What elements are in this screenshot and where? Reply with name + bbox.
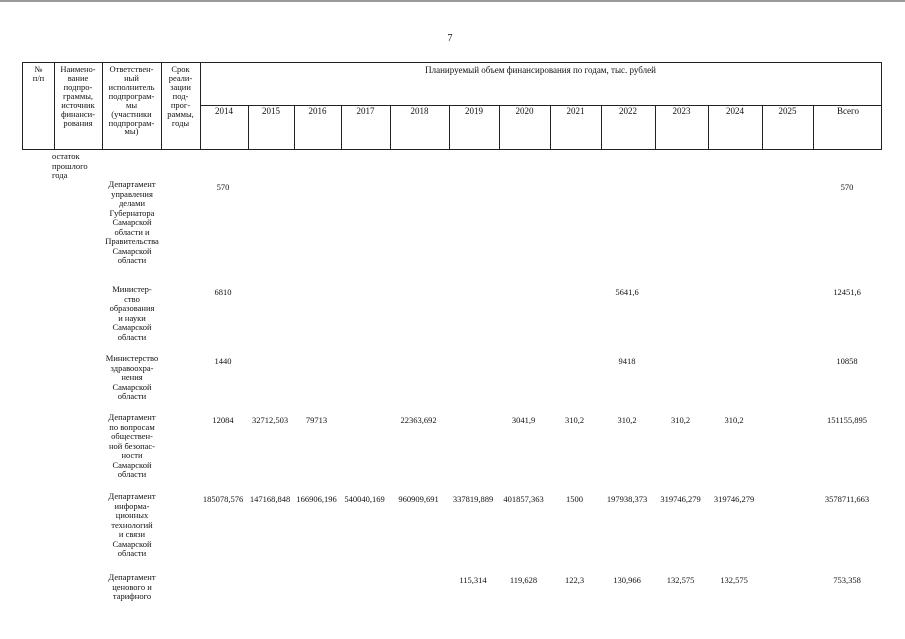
year-header-Всего: Всего	[836, 106, 860, 116]
row-value-Всего: 12451,6	[833, 287, 861, 297]
row-value-2020: 401857,363	[503, 494, 544, 504]
carryover-label: остаток прошлого года	[52, 151, 88, 181]
year-column-divider	[601, 105, 602, 149]
year-header-2014: 2014	[215, 106, 233, 116]
row-value-2014: 185078,576	[202, 494, 244, 504]
row-value-2014: 12084	[212, 415, 234, 425]
row-value-2014: 570	[216, 182, 230, 192]
year-column-divider	[550, 105, 551, 149]
year-column-divider	[499, 105, 500, 149]
row-value-2024: 310,2	[724, 415, 744, 425]
row-value-2020: 119,628	[509, 575, 538, 585]
row-executor-label: Департамент управления делами Губернатора Самарской области и Правительства Самарской области	[105, 179, 159, 266]
year-column-divider	[294, 105, 295, 149]
row-value-2021: 122,3	[564, 575, 585, 585]
row-value-Всего: 3578711,663	[824, 494, 870, 504]
year-header-2023: 2023	[672, 106, 691, 116]
year-header-2018: 2018	[410, 106, 429, 116]
row-value-2023: 132,575	[666, 575, 695, 585]
header-subprogram-name: Наимено- вание подпро- граммы, источник финанси- рования	[60, 64, 96, 128]
year-column-divider	[390, 105, 391, 149]
row-value-2022: 9418	[618, 356, 636, 366]
year-column-divider	[248, 105, 249, 149]
year-column-divider	[708, 105, 709, 149]
header-responsible-executor: Ответствен- ный исполнитель подпрограм- мы (участники подпрограм- мы)	[108, 64, 155, 137]
row-executor-label: Департамент по вопросам обществен- ной безопас- ности Самарской области	[108, 412, 156, 480]
row-value-2019: 337819,889	[452, 494, 494, 504]
row-value-2017: 540040,169	[344, 494, 385, 504]
row-value-2021: 1500	[566, 494, 583, 504]
table-header	[22, 62, 882, 150]
row-value-2014: 1440	[214, 356, 232, 366]
row-value-2015: 32712,503	[251, 415, 289, 425]
row-value-2019: 115,314	[459, 575, 487, 585]
row-executor-label: Министер- ство образования и науки Самарской области	[109, 284, 155, 342]
year-column-divider	[449, 105, 450, 149]
year-header-2015: 2015	[262, 106, 280, 116]
row-executor-label: Министерство здравоохра- нения Самарской области	[105, 353, 159, 402]
row-value-Всего: 570	[840, 182, 854, 192]
row-value-2021: 310,2	[564, 415, 585, 425]
year-column-divider	[341, 105, 342, 149]
row-value-2018: 960909,691	[398, 494, 439, 504]
row-value-Всего: 10858	[836, 356, 858, 366]
year-header-2017: 2017	[356, 106, 375, 116]
top-border-line	[0, 0, 905, 2]
row-value-2015: 147168,848	[249, 494, 291, 504]
page-number: 7	[447, 33, 453, 44]
row-value-2024: 132,575	[720, 575, 748, 585]
year-column-divider	[762, 105, 763, 149]
row-value-2022: 130,966	[613, 575, 641, 585]
row-value-2016: 166906,196	[296, 494, 337, 504]
year-header-2016: 2016	[308, 106, 327, 116]
row-value-2023: 310,2	[670, 415, 691, 425]
year-header-2020: 2020	[515, 106, 534, 116]
row-value-2022: 310,2	[617, 415, 637, 425]
header-implementation-term: Срок реали- зации под- прог- раммы, годы	[167, 64, 194, 128]
year-column-divider	[813, 105, 814, 149]
row-value-2022: 197938,373	[606, 494, 648, 504]
year-column-divider	[655, 105, 656, 149]
column-divider	[200, 63, 201, 149]
year-header-2022: 2022	[619, 106, 637, 116]
row-value-Всего: 753,358	[833, 575, 861, 585]
header-financing-title: Планируемый объем финансирования по годам, тыс. рублей	[425, 65, 656, 75]
row-value-2020: 3041,9	[511, 415, 536, 425]
row-value-2014: 6810	[214, 287, 232, 297]
row-value-2018: 22363,692	[400, 415, 437, 425]
row-executor-label: Департамент ценового и тарифного	[108, 572, 156, 602]
row-value-Всего: 151155,895	[826, 415, 868, 425]
year-header-2021: 2021	[566, 106, 585, 116]
year-header-2025: 2025	[778, 106, 797, 116]
header-number: № п/п	[32, 64, 45, 83]
row-executor-label: Департамент информа- ционных технологий и связи Самарской области	[108, 491, 156, 559]
year-header-2024: 2024	[726, 106, 744, 116]
year-header-2019: 2019	[465, 106, 483, 116]
row-value-2022: 5641,6	[615, 287, 639, 297]
row-value-2024: 319746,279	[713, 494, 755, 504]
row-value-2023: 319746,279	[660, 494, 701, 504]
row-value-2016: 79713	[305, 415, 328, 425]
